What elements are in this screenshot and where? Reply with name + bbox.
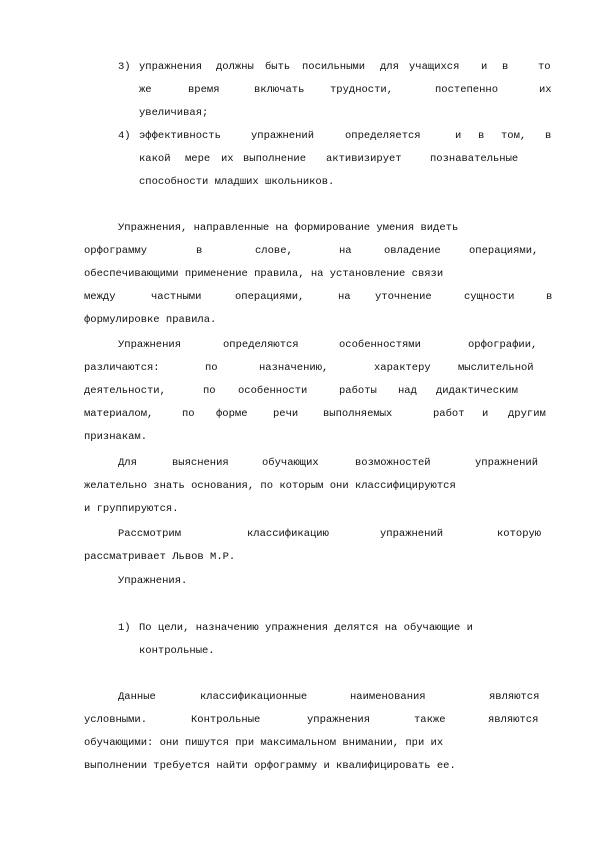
word: Рассмотрим [118, 528, 182, 540]
paragraph-2-line-4 [0, 407, 595, 421]
word: выполнение [243, 153, 307, 165]
word: определяется [345, 130, 421, 142]
word: выполняемых [323, 408, 393, 420]
word: учащихся [409, 61, 460, 73]
word: для [380, 61, 399, 73]
word: и [482, 408, 489, 420]
word: способности младших школьников. [139, 176, 335, 188]
word: время [188, 84, 220, 96]
text: обеспечивающими применение правила, на установление связи [84, 268, 444, 280]
text: выполнении требуется найти орфограмму и квалифицировать ее. [84, 760, 456, 772]
word: том, [501, 130, 527, 142]
word: назначению, [259, 362, 329, 374]
word: дидактическим [436, 385, 518, 397]
paragraph-3-line-2 [0, 479, 595, 493]
paragraph-2-line-1 [0, 338, 595, 352]
word: определяются [223, 339, 299, 351]
paragraph-4-line-1 [0, 527, 595, 541]
paragraph-1-line-3 [0, 267, 595, 281]
word: Упражнения [118, 339, 182, 351]
paragraph-1-line-2 [0, 244, 595, 258]
word: уточнение [375, 291, 432, 303]
word: трудности, [330, 84, 394, 96]
word: особенности [238, 385, 308, 397]
word: посильными [302, 61, 366, 73]
list-a-item-3-line-2 [0, 83, 595, 97]
word: классификацию [247, 528, 329, 540]
word: речи [273, 408, 299, 420]
word: являются [489, 691, 540, 703]
word: обучающих [262, 457, 319, 469]
word: различаются: [84, 362, 160, 374]
word: упражнений [475, 457, 539, 469]
word: упражнений [251, 130, 315, 142]
word: должны [216, 61, 254, 73]
word: операциями, [469, 245, 539, 257]
list-a-item-4-line-3 [0, 175, 595, 189]
text: контрольные. [139, 645, 215, 657]
text: Упражнения, направленные на формирование умения видеть [118, 222, 459, 234]
list-a-item-4-line-1 [0, 129, 595, 143]
paragraph-2-line-5 [0, 430, 595, 444]
word: сущности [464, 291, 515, 303]
word: Данные [118, 691, 156, 703]
list-a-item-3-line-3 [0, 106, 595, 120]
word: в [546, 291, 553, 303]
word: их [539, 84, 552, 96]
text: признакам. [84, 431, 148, 443]
word: выяснения [172, 457, 229, 469]
word: какой [139, 153, 171, 165]
paragraph-3-line-1 [0, 456, 595, 470]
word: по [203, 385, 216, 397]
paragraph-2-line-2 [0, 361, 595, 375]
word: овладение [384, 245, 441, 257]
list-number: 1) [118, 622, 131, 634]
text: и группируются. [84, 503, 179, 515]
word: также [414, 714, 446, 726]
paragraph-2-line-3 [0, 384, 595, 398]
list-b-item-1-line-2 [0, 644, 595, 658]
word: классификационные [200, 691, 308, 703]
word: на [339, 245, 352, 257]
paragraph-3-line-3 [0, 502, 595, 516]
word: активизирует [326, 153, 402, 165]
text: По цели, назначению упражнения делятся на обучающие и [139, 622, 473, 634]
paragraph-4-line-2 [0, 550, 595, 564]
list-b-item-1-line-1 [0, 621, 595, 635]
word: на [338, 291, 351, 303]
word: между [84, 291, 116, 303]
word: характеру [374, 362, 431, 374]
word: мере [185, 153, 211, 165]
word: упражнений [380, 528, 444, 540]
word: другим [508, 408, 546, 420]
word: же [139, 84, 152, 96]
word: орфограмму [84, 245, 148, 257]
word: операциями, [235, 291, 305, 303]
paragraph-1-line-5 [0, 313, 595, 327]
text: формулировке правила. [84, 314, 217, 326]
word: упражнения [307, 714, 371, 726]
word: форме [216, 408, 248, 420]
list-a-item-3-line-1 [0, 60, 595, 74]
word: слове, [255, 245, 293, 257]
word: познавательные [430, 153, 519, 165]
paragraph-6-line-3 [0, 736, 595, 750]
word: упражнения [139, 61, 203, 73]
word: возможностей [355, 457, 431, 469]
text: желательно знать основания, по которым они классифицируются [84, 480, 456, 492]
word: увеличивая; [139, 107, 209, 119]
word: по [205, 362, 218, 374]
paragraph-1-line-1 [0, 221, 595, 235]
word: которую [497, 528, 542, 540]
word: орфографии, [468, 339, 538, 351]
word: и [455, 130, 462, 142]
word: постепенно [435, 84, 499, 96]
word: включать [254, 84, 305, 96]
word: являются [488, 714, 539, 726]
paragraph-5 [0, 574, 595, 588]
word: частными [151, 291, 202, 303]
word: Контрольные [191, 714, 261, 726]
word: в [478, 130, 485, 142]
paragraph-6-line-2 [0, 713, 595, 727]
word: в [502, 61, 509, 73]
word: в [196, 245, 203, 257]
word: по [182, 408, 195, 420]
list-a-item-4-line-2 [0, 152, 595, 166]
word: над [398, 385, 417, 397]
word: эффективность [139, 130, 221, 142]
word: Для [118, 457, 137, 469]
text: обучающими: они пишутся при максимальном внимании, при их [84, 737, 444, 749]
word: особенностями [339, 339, 421, 351]
paragraph-6-line-1 [0, 690, 595, 704]
paragraph-6-line-4 [0, 759, 595, 773]
word: в [545, 130, 552, 142]
word: мыслительной [458, 362, 534, 374]
word: быть [265, 61, 291, 73]
word: наименования [350, 691, 426, 703]
text: Упражнения. [118, 575, 188, 587]
list-number: 3) [118, 61, 131, 73]
word: работ [433, 408, 465, 420]
word: материалом, [84, 408, 154, 420]
text: рассматривает Львов М.Р. [84, 551, 236, 563]
word: работы [339, 385, 377, 397]
word: условными. [84, 714, 148, 726]
list-number: 4) [118, 130, 131, 142]
word: деятельности, [84, 385, 166, 397]
word: то [538, 61, 551, 73]
word: их [221, 153, 234, 165]
paragraph-1-line-4 [0, 290, 595, 304]
word: и [481, 61, 488, 73]
